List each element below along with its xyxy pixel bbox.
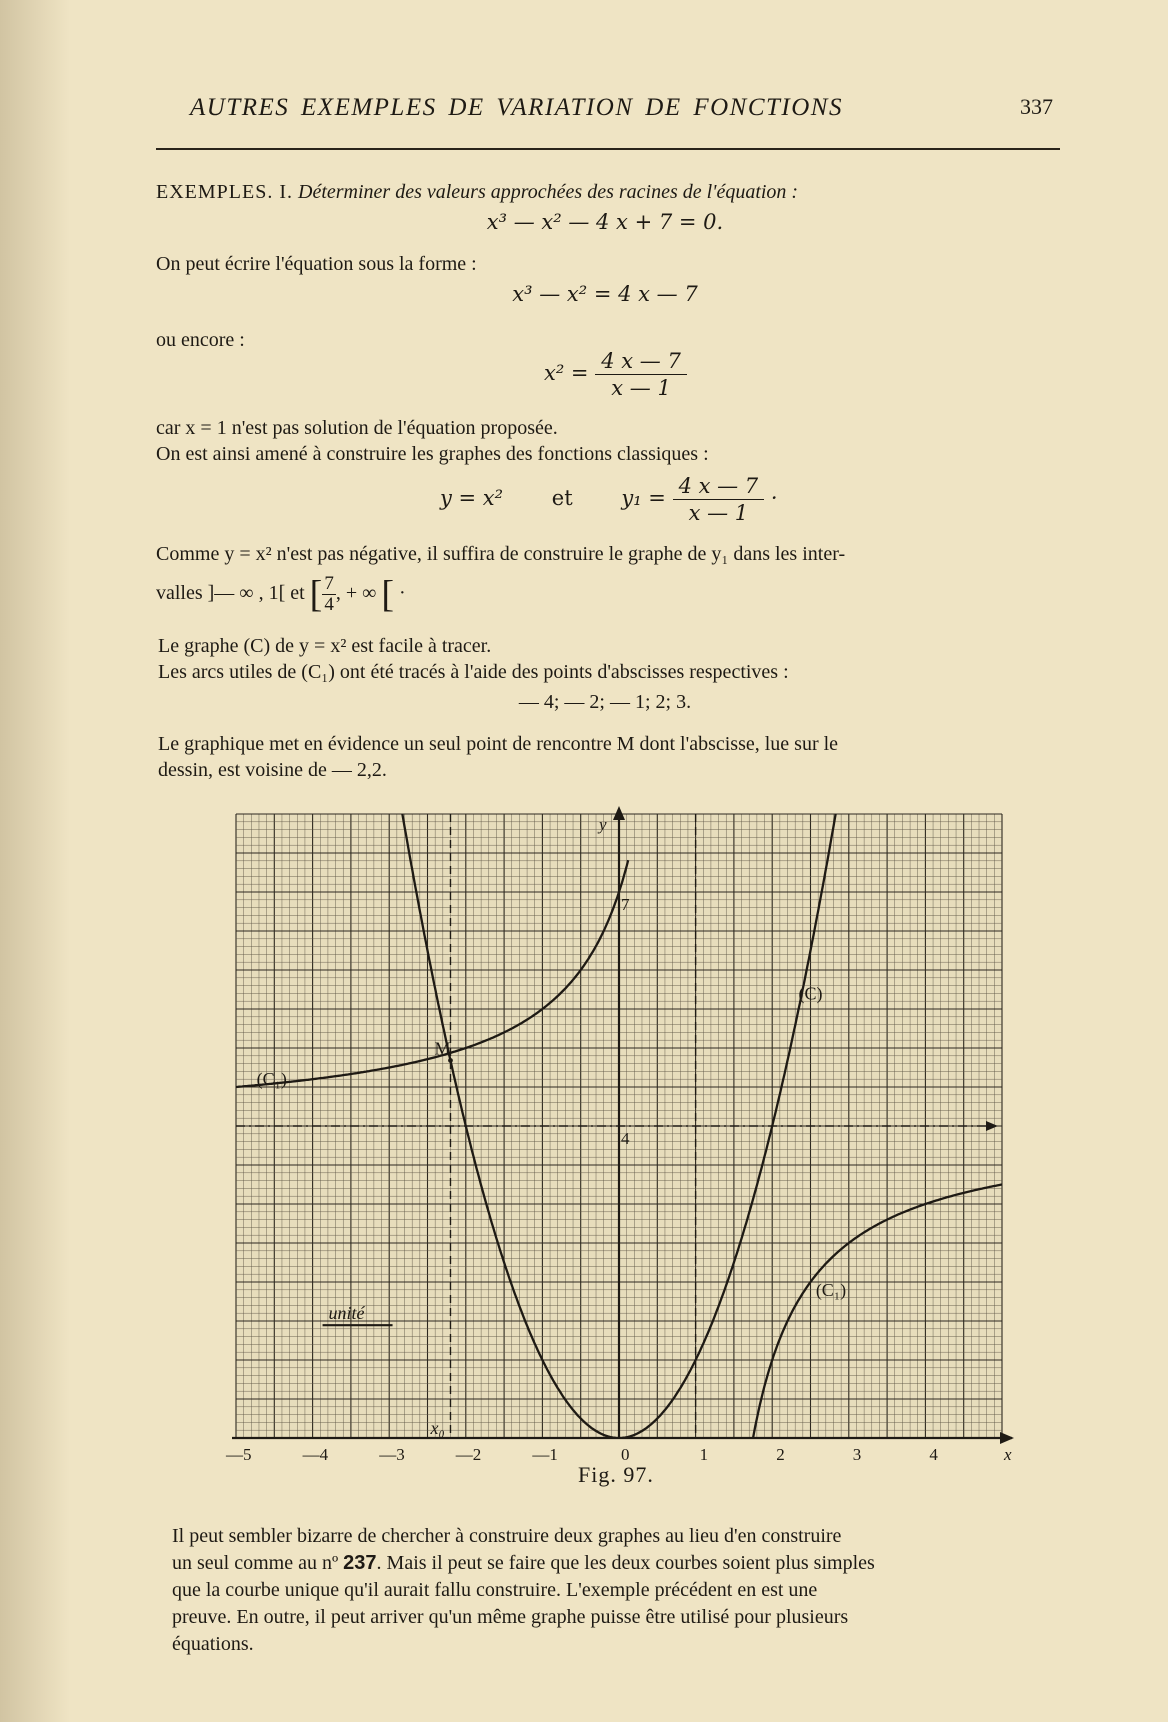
y-axis-label: y xyxy=(599,815,607,834)
x-tick-label: 0 xyxy=(621,1445,630,1464)
closing-line-2-b: . Mais il peut se faire que les deux courbes soient plus simples xyxy=(376,1552,875,1574)
equation-4-y: y = x² xyxy=(440,486,504,510)
x-tick-label: 3 xyxy=(852,1445,862,1464)
x-tick-label: —5 xyxy=(226,1445,252,1464)
x-tick-label: —2 xyxy=(455,1445,482,1464)
running-title: AUTRES EXEMPLES DE VARIATION DE FONCTIONS xyxy=(190,94,843,121)
equation-4-numerator: 4 x — 7 xyxy=(673,473,765,500)
example-label: EXEMPLES. I. xyxy=(156,181,293,203)
c1-left-label: (C₁) xyxy=(256,1069,287,1090)
equation-1: x³ — x² — 4 x + 7 = 0. xyxy=(486,210,724,234)
x0-label: x₀ xyxy=(430,1418,445,1438)
fraction-numerator: 7 xyxy=(324,572,334,594)
closing-line-3: que la courbe unique qu'il aurait fallu construire. L'exemple précédent en est une xyxy=(172,1579,818,1601)
paragraph-7: Le graphe (C) de y = x² est facile à tracer. xyxy=(158,635,492,657)
open-bracket: [ xyxy=(309,573,323,616)
equation-3-denominator: x — 1 xyxy=(611,376,671,400)
paragraph-3: car x = 1 n'est pas solution de l'équation proposée. xyxy=(156,417,558,439)
close-bracket: [ xyxy=(381,573,395,616)
x-axis-arrow xyxy=(1000,1432,1014,1444)
paragraph-4: On est ainsi amené à construire les graphes des fonctions classiques : xyxy=(156,443,709,465)
abscissa-list: — 4; — 2; — 1; 2; 3. xyxy=(518,691,692,713)
x-tick-label: —1 xyxy=(532,1445,558,1464)
closing-line-2 xyxy=(172,1551,875,1575)
x-tick-label: 1 xyxy=(699,1445,709,1464)
paragraph-10: Le graphique met en évidence un seul point de rencontre M dont l'abscisse, lue sur le xyxy=(158,733,839,755)
y-tick-label: 4 xyxy=(621,1129,630,1148)
y-tick-label: 7 xyxy=(621,895,630,914)
point-M-label: M xyxy=(434,1038,451,1059)
x-tick-label: 4 xyxy=(929,1445,938,1464)
equation-4-et: et xyxy=(551,486,573,510)
equation-2: x³ — x² = 4 x — 7 xyxy=(512,282,698,306)
equation-4-denominator: x — 1 xyxy=(688,501,749,525)
example-task: Déterminer des valeurs approchées des racines de l'équation : xyxy=(298,181,799,203)
paragraph-1: On peut écrire l'équation sous la forme : xyxy=(156,253,477,275)
x-tick-label: —4 xyxy=(302,1445,329,1464)
paragraph-5: Comme y = x² n'est pas négative, il suffira de construire le graphe de y₁ dans les inter- xyxy=(156,543,846,565)
paragraph-8: Les arcs utiles de (C₁) ont été tracés à l'aide des points d'abscisses respectives : xyxy=(158,661,789,683)
paragraph-6-tail: · xyxy=(399,582,406,604)
x-tick-label: —3 xyxy=(379,1445,405,1464)
paragraph-6-intervals: valles ]— ∞ , 1[ et xyxy=(156,582,305,604)
interval-tail: , + ∞ xyxy=(335,582,377,604)
paragraph-11: dessin, est voisine de — 2,2. xyxy=(158,759,387,781)
page-number: 337 xyxy=(1020,94,1053,119)
equation-3-numerator: 4 x — 7 xyxy=(595,348,687,375)
equation-3-lhs: x² = xyxy=(544,361,589,385)
paragraph-2: ou encore : xyxy=(156,329,245,351)
y-axis-arrow xyxy=(613,806,625,820)
closing-line-2-a: un seul comme au nº xyxy=(172,1552,344,1574)
closing-line-1: Il peut sembler bizarre de chercher à construire deux graphes au lieu d'en construire xyxy=(172,1525,842,1547)
point-M-marker xyxy=(448,1058,453,1063)
x-axis-label: x xyxy=(1004,1445,1012,1464)
closing-line-5: équations. xyxy=(172,1633,254,1655)
closing-line-4: preuve. En outre, il peut arriver qu'un même graphe puisse être utilisé pour plusieurs xyxy=(172,1606,849,1628)
section-reference: 237 xyxy=(343,1552,377,1574)
x-tick-label: 2 xyxy=(776,1445,785,1464)
c1-right-label: (C₁) xyxy=(815,1279,847,1300)
equation-4-tail: · xyxy=(770,486,778,510)
unit-label: unité xyxy=(328,1303,365,1324)
fraction-denominator: 4 xyxy=(324,593,334,615)
c-parabola-label: (C) xyxy=(798,983,823,1004)
equation-4-y1-lhs: y₁ = xyxy=(621,486,666,510)
figure-caption: Fig. 97. xyxy=(578,1462,654,1487)
